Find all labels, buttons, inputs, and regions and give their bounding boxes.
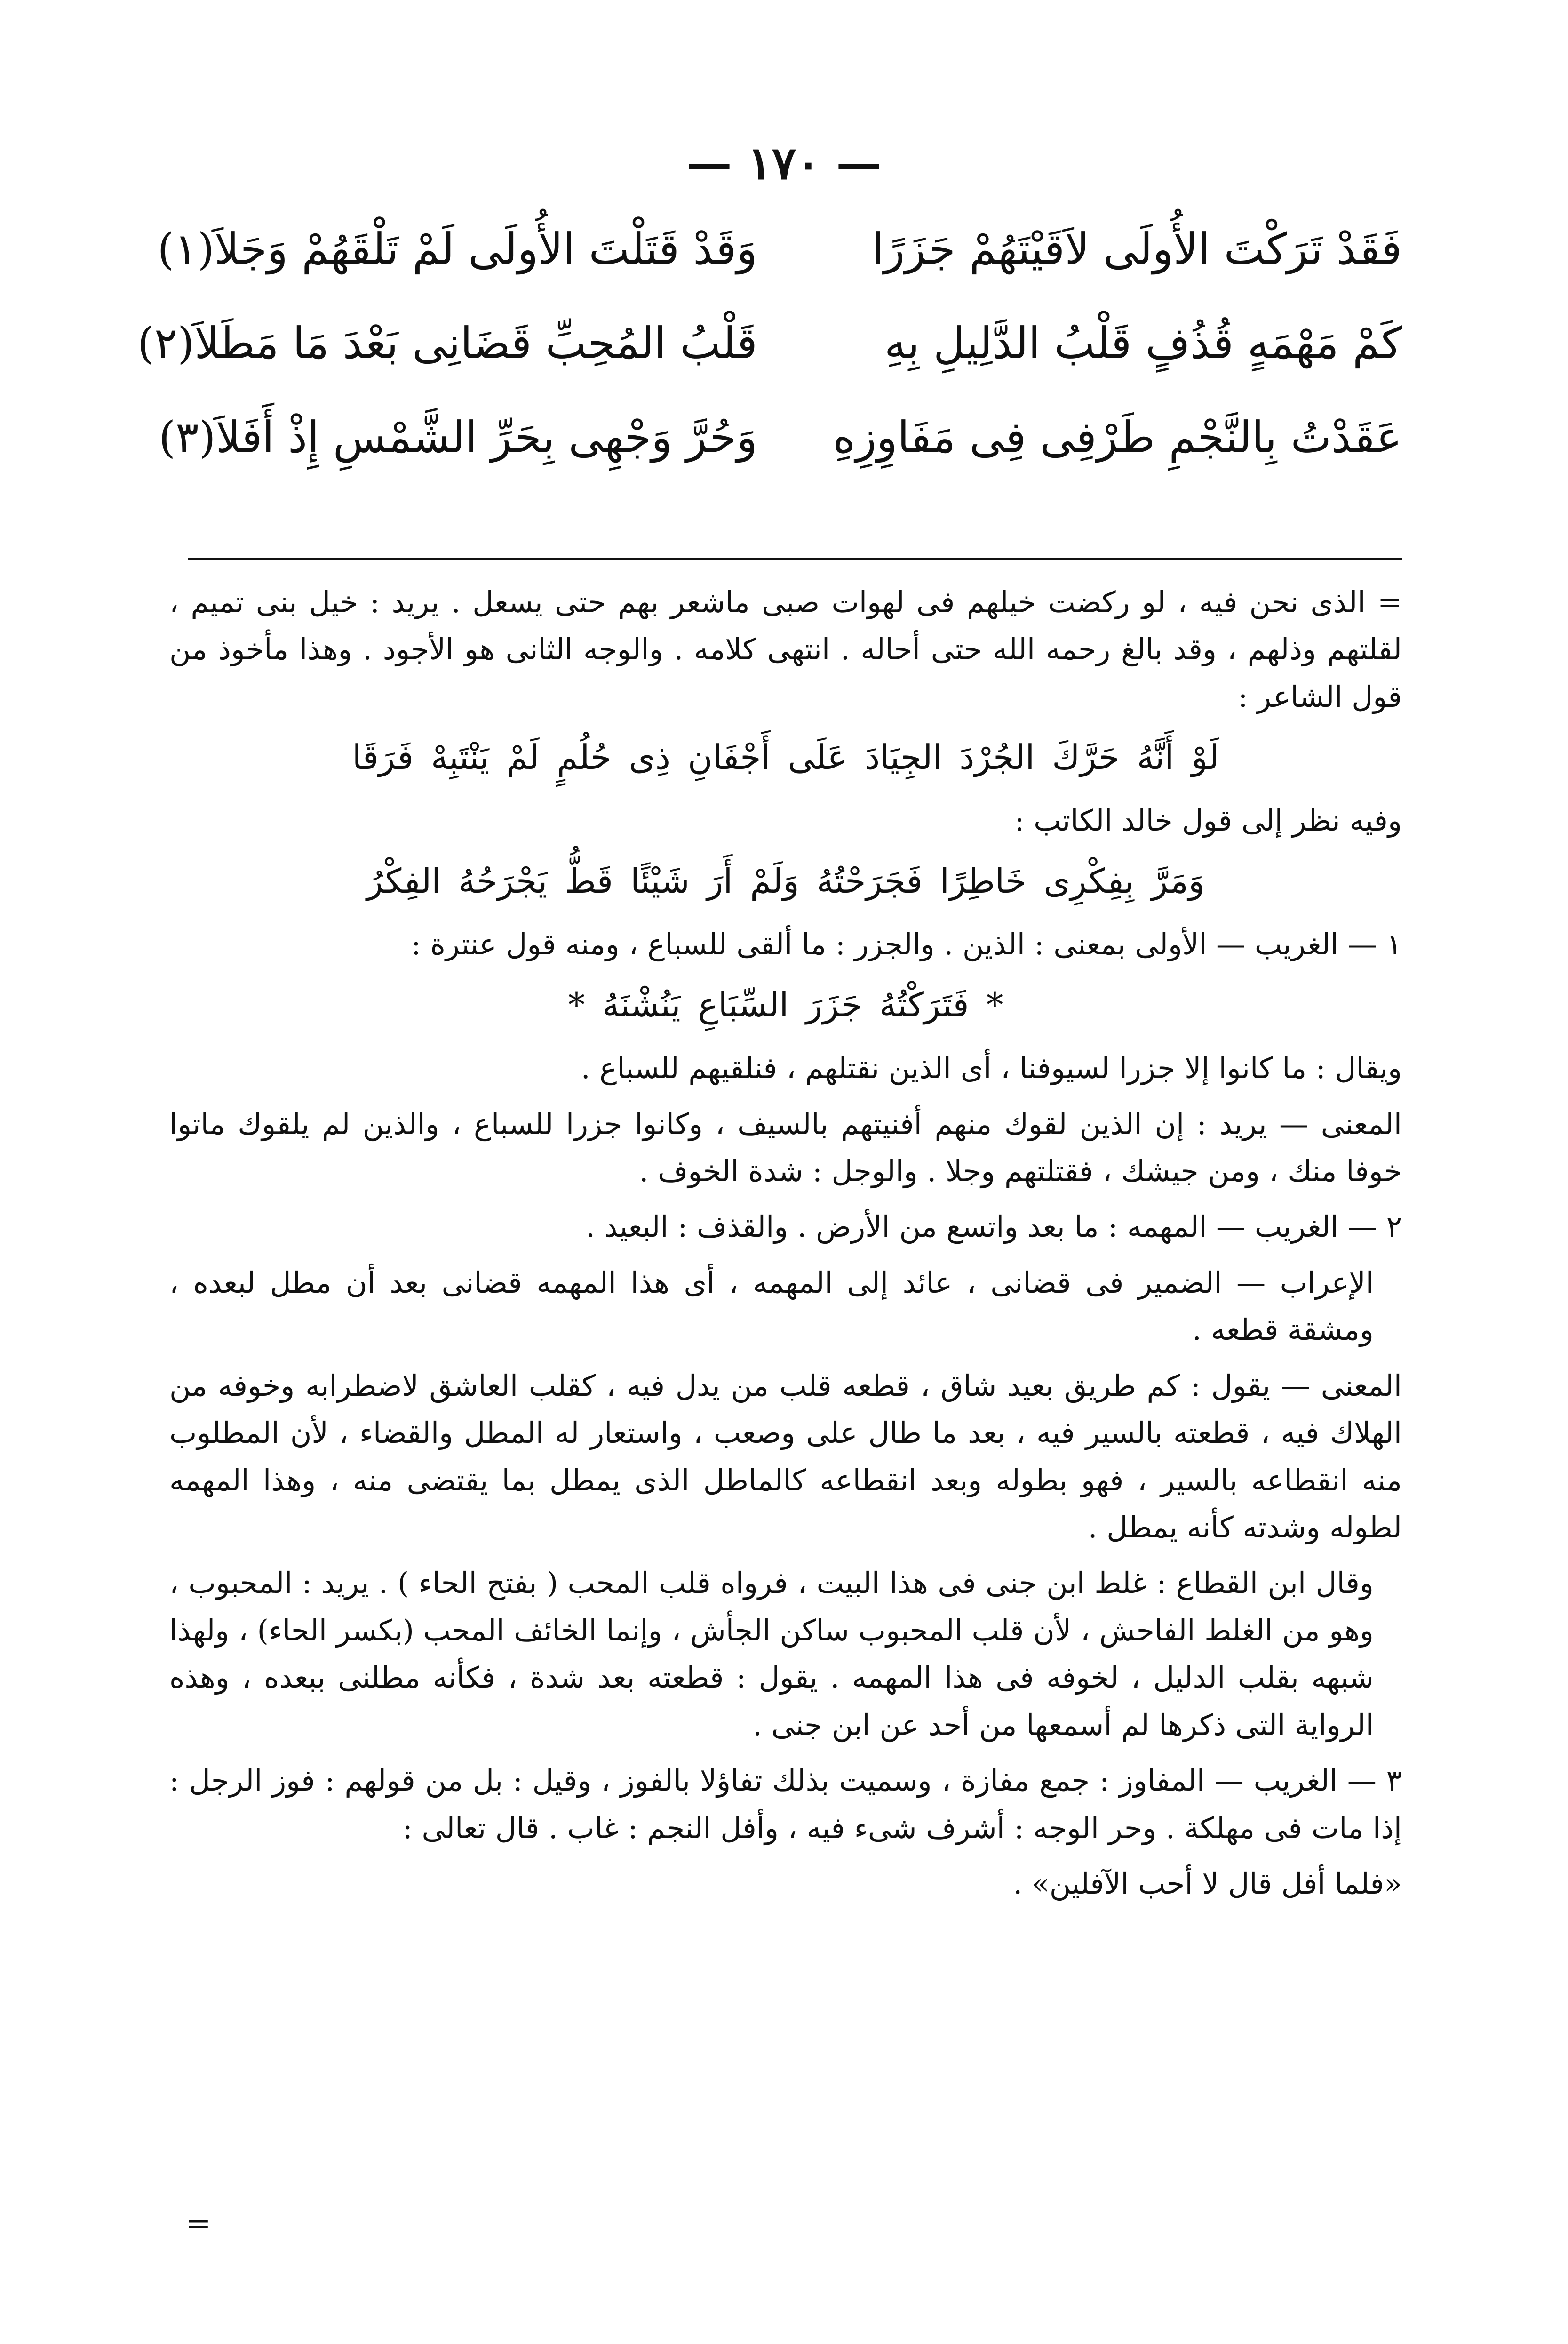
footnote-divider <box>188 558 1402 560</box>
note-1-maana: المعنى — يريد : إن الذين لقوك منهم أفنيتهم بالسيف ، وكانوا جزرا للسباع ، والذين لم يلقوك ماتوا خوفا منك ، ومن جيشك ، فقتلتهم وجلا . والوجل : شدة الخوف . <box>169 1106 1402 1188</box>
note-3-quran-quote: «فلما أفل قال لا أحب الآفلين» . <box>1013 1866 1402 1901</box>
quoted-verse: لَوْ أَنَّهُ حَرَّكَ الجُرْدَ الجِيَادَ عَلَى أَجْفَانِ ذِى حُلُمٍ لَمْ يَنْتَبِهْ فَرَقَا <box>352 737 1219 777</box>
note-2-ibn-qattaa: وقال ابن القطاع : غلط ابن جنى فى هذا البيت ، فرواه قلب المحب ( بفتح الحاء ) . يريد : المحبوب ، وهو من الغلط الفاحش ، لأن قلب المحبوب ساكن الجأش ، وإنما الخائف المحب (بكسر الحاء) ، ولهذا شبهه بقلب الدليل ، لخوفه فى هذا المهمه . يقول : قطعته بعد شدة ، فكأنه مطلنى ببعده ، وهذه الرواية التى ذكرها لم أسمعها من أحد عن ابن جنى . <box>169 1566 1374 1742</box>
quoted-verse: * فَتَرَكْتُهُ جَزَرَ السِّبَاعِ يَنُشْنَهُ * <box>568 985 1003 1025</box>
note-1-gharib: ١ — الغريب — الأولى بمعنى : الذين . والجزر : ما ألقى للسباع ، ومنه قول عنترة : <box>411 927 1402 961</box>
verse-second-hemistich: وَحُرَّ وَجْهِى بِحَرِّ الشَّمْسِ إِذْ أَفَلاَ(٣) <box>159 412 757 463</box>
note-2-irab: الإعراب — الضمير فى قضانى ، عائد إلى المهمه ، أى هذا المهمه قضانى بعد أن مطل لبعده ، ومشقة قطعه . <box>169 1265 1374 1347</box>
note-2-maana: المعنى — يقول : كم طريق بعيد شاق ، قطعه قلب من يدل فيه ، كقلب العاشق لاضطرابه وخوفه من الهلاك فيه ، قطعته بالسير فيه ، بعد ما طال على وصعب ، واستعار له المطل والقضاء ، لأن المطلوب منه انقطاعه بالسير ، فهو بطوله وبعد انقطاعه كالماطل الذى يمطل بما يقتضى منه ، وهذا المهمه لطوله وشدته كأنه يمطل . <box>169 1368 1402 1544</box>
quoted-verse: وَمَرَّ بِفِكْرِى خَاطِرًا فَجَرَحْتُهُ وَلَمْ أَرَ شَيْئًا قَطُّ يَجْرَحُهُ الفِكْرُ <box>366 861 1205 901</box>
verse-first-hemistich: كَمْ مَهْمَهٍ قُذُفٍ قَلْبُ الدَّلِيلِ بِهِ <box>884 318 1402 368</box>
continuation-mark: = <box>186 2206 211 2241</box>
commentary-notes <box>169 579 1402 1916</box>
verse-line <box>157 221 1402 315</box>
note-1-yuqal: ويقال : ما كانوا إلا جزرا لسيوفنا ، أى الذين نقتلهم ، فنلقيهم للسباع . <box>581 1051 1402 1086</box>
page-number: — ١٧٠ — <box>686 136 882 190</box>
verse-second-hemistich: وَقَدْ قَتَلْتَ الأُولَى لَمْ تَلْقَهُمْ وَجَلاَ(١) <box>157 224 757 274</box>
commentary-continuation: = الذى نحن فيه ، لو ركضت خيلهم فى لهوات صبى ماشعر بهم حتى يسعل . يريد : خيل بنى تميم ، لقلتهم وذلهم ، وقد بالغ رحمه الله حتى أحاله . انتهى كلامه . والوجه الثانى هو الأجود . وهذا مأخوذ من قول الشاعر : <box>169 585 1402 714</box>
note-2-gharib: ٢ — الغريب — المهمه : ما بعد واتسع من الأرض . والقذف : البعيد . <box>586 1209 1402 1244</box>
verse-first-hemistich: عَقَدْتُ بِالنَّجْمِ طَرْفِى فِى مَفَاوِزِهِ <box>833 412 1402 463</box>
note-3-gharib: ٣ — الغريب — المفاوز : جمع مفازة ، وسميت بذلك تفاؤلا بالفوز ، وقيل : بل من قولهم : فوز الرجل : إذا مات فى مهلكة . وحر الوجه : أشرف شىء فيه ، وأفل النجم : غاب . قال تعالى : <box>169 1763 1402 1845</box>
verse-first-hemistich: فَقَدْ تَرَكْتَ الأُولَى لاَقَيْتَهُمْ جَزَرًا <box>872 224 1402 274</box>
verse-second-hemistich: قَلْبُ المُحِبِّ قَضَانِى بَعْدَ مَا مَطَلاَ(٢) <box>137 318 757 368</box>
verse-line <box>137 315 1402 409</box>
verse-line <box>159 409 1402 504</box>
commentary-paragraph: وفيه نظر إلى قول خالد الكاتب : <box>1014 803 1402 838</box>
poem-verses <box>137 221 1402 504</box>
